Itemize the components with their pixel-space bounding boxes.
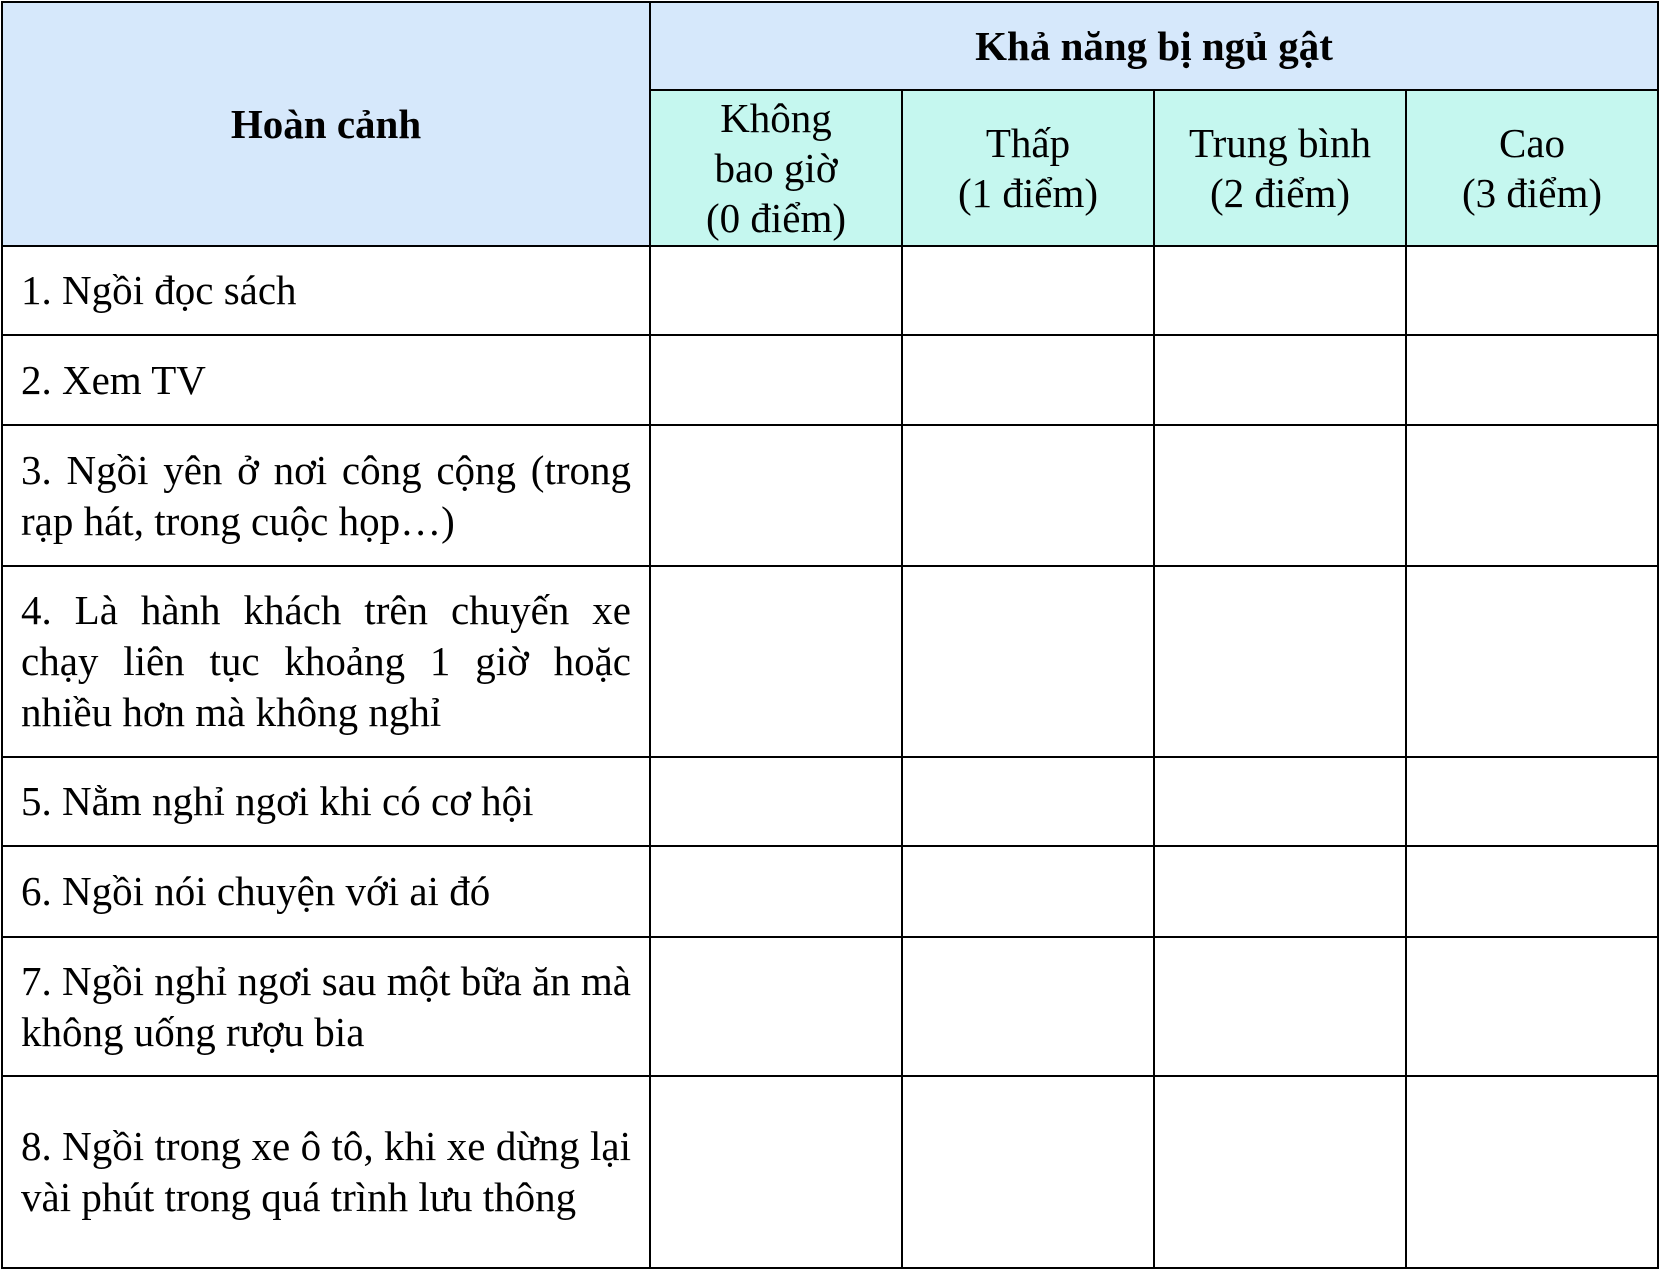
table-row — [2, 846, 1658, 937]
column-header-line: Thấp — [985, 120, 1071, 166]
header-row-group — [2, 2, 1658, 90]
column-header-line: Không — [720, 95, 832, 141]
column-header-never — [650, 90, 902, 246]
score-cell-high[interactable] — [1406, 757, 1658, 846]
score-cell-low[interactable] — [902, 757, 1154, 846]
score-cell-medium[interactable] — [1154, 937, 1406, 1076]
score-cell-never[interactable] — [650, 757, 902, 846]
situation-cell: 8. Ngồi trong xe ô tô, khi xe dừng lại vài phút trong quá trình lưu thông — [2, 1076, 650, 1268]
situation-cell: 7. Ngồi nghỉ ngơi sau một bữa ăn mà không uống rượu bia — [2, 937, 650, 1076]
sleepiness-scale-table — [1, 1, 1659, 1269]
score-cell-never[interactable] — [650, 425, 902, 566]
situation-cell: 1. Ngồi đọc sách — [2, 246, 650, 335]
score-cell-low[interactable] — [902, 246, 1154, 335]
table-row — [2, 425, 1658, 566]
situation-cell: 3. Ngồi yên ở nơi công cộng (trong rạp hát, trong cuộc họp…) — [2, 425, 650, 566]
situation-cell: 2. Xem TV — [2, 335, 650, 425]
column-header-medium — [1154, 90, 1406, 246]
table-row — [2, 757, 1658, 846]
score-cell-low[interactable] — [902, 566, 1154, 757]
column-header-line: (0 điểm) — [705, 195, 847, 241]
score-cell-medium[interactable] — [1154, 246, 1406, 335]
score-cell-high[interactable] — [1406, 335, 1658, 425]
column-header-low — [902, 90, 1154, 246]
table-row — [2, 566, 1658, 757]
table-row — [2, 937, 1658, 1076]
score-cell-high[interactable] — [1406, 846, 1658, 937]
table-row — [2, 1076, 1658, 1268]
score-cell-medium[interactable] — [1154, 425, 1406, 566]
column-header-line: bao giờ — [714, 145, 838, 191]
score-cell-medium[interactable] — [1154, 846, 1406, 937]
score-cell-high[interactable] — [1406, 937, 1658, 1076]
score-cell-medium[interactable] — [1154, 566, 1406, 757]
score-cell-low[interactable] — [902, 846, 1154, 937]
table-row — [2, 335, 1658, 425]
score-cell-never[interactable] — [650, 846, 902, 937]
situation-header: Hoàn cảnh — [2, 2, 650, 246]
column-header-line: Trung bình — [1189, 120, 1371, 166]
score-cell-low[interactable] — [902, 335, 1154, 425]
score-cell-medium[interactable] — [1154, 1076, 1406, 1268]
score-cell-never[interactable] — [650, 246, 902, 335]
column-header-high — [1406, 90, 1658, 246]
score-cell-low[interactable] — [902, 937, 1154, 1076]
score-cell-medium[interactable] — [1154, 757, 1406, 846]
score-cell-high[interactable] — [1406, 1076, 1658, 1268]
score-cell-medium[interactable] — [1154, 335, 1406, 425]
score-cell-high[interactable] — [1406, 425, 1658, 566]
score-cell-high[interactable] — [1406, 566, 1658, 757]
column-header-line: (2 điểm) — [1209, 170, 1351, 216]
score-cell-never[interactable] — [650, 937, 902, 1076]
score-cell-low[interactable] — [902, 425, 1154, 566]
score-cell-never[interactable] — [650, 566, 902, 757]
score-cell-high[interactable] — [1406, 246, 1658, 335]
table-row — [2, 246, 1658, 335]
score-cell-low[interactable] — [902, 1076, 1154, 1268]
likelihood-group-header: Khả năng bị ngủ gật — [650, 2, 1658, 90]
situation-cell: 6. Ngồi nói chuyện với ai đó — [2, 846, 650, 937]
column-header-line: (3 điểm) — [1461, 170, 1603, 216]
score-cell-never[interactable] — [650, 1076, 902, 1268]
column-header-line: Cao — [1498, 120, 1566, 166]
score-cell-never[interactable] — [650, 335, 902, 425]
situation-cell: 4. Là hành khách trên chuyến xe chạy liên tục khoảng 1 giờ hoặc nhiều hơn mà không nghỉ — [2, 566, 650, 757]
situation-cell: 5. Nằm nghỉ ngơi khi có cơ hội — [2, 757, 650, 846]
column-header-line: (1 điểm) — [957, 170, 1099, 216]
